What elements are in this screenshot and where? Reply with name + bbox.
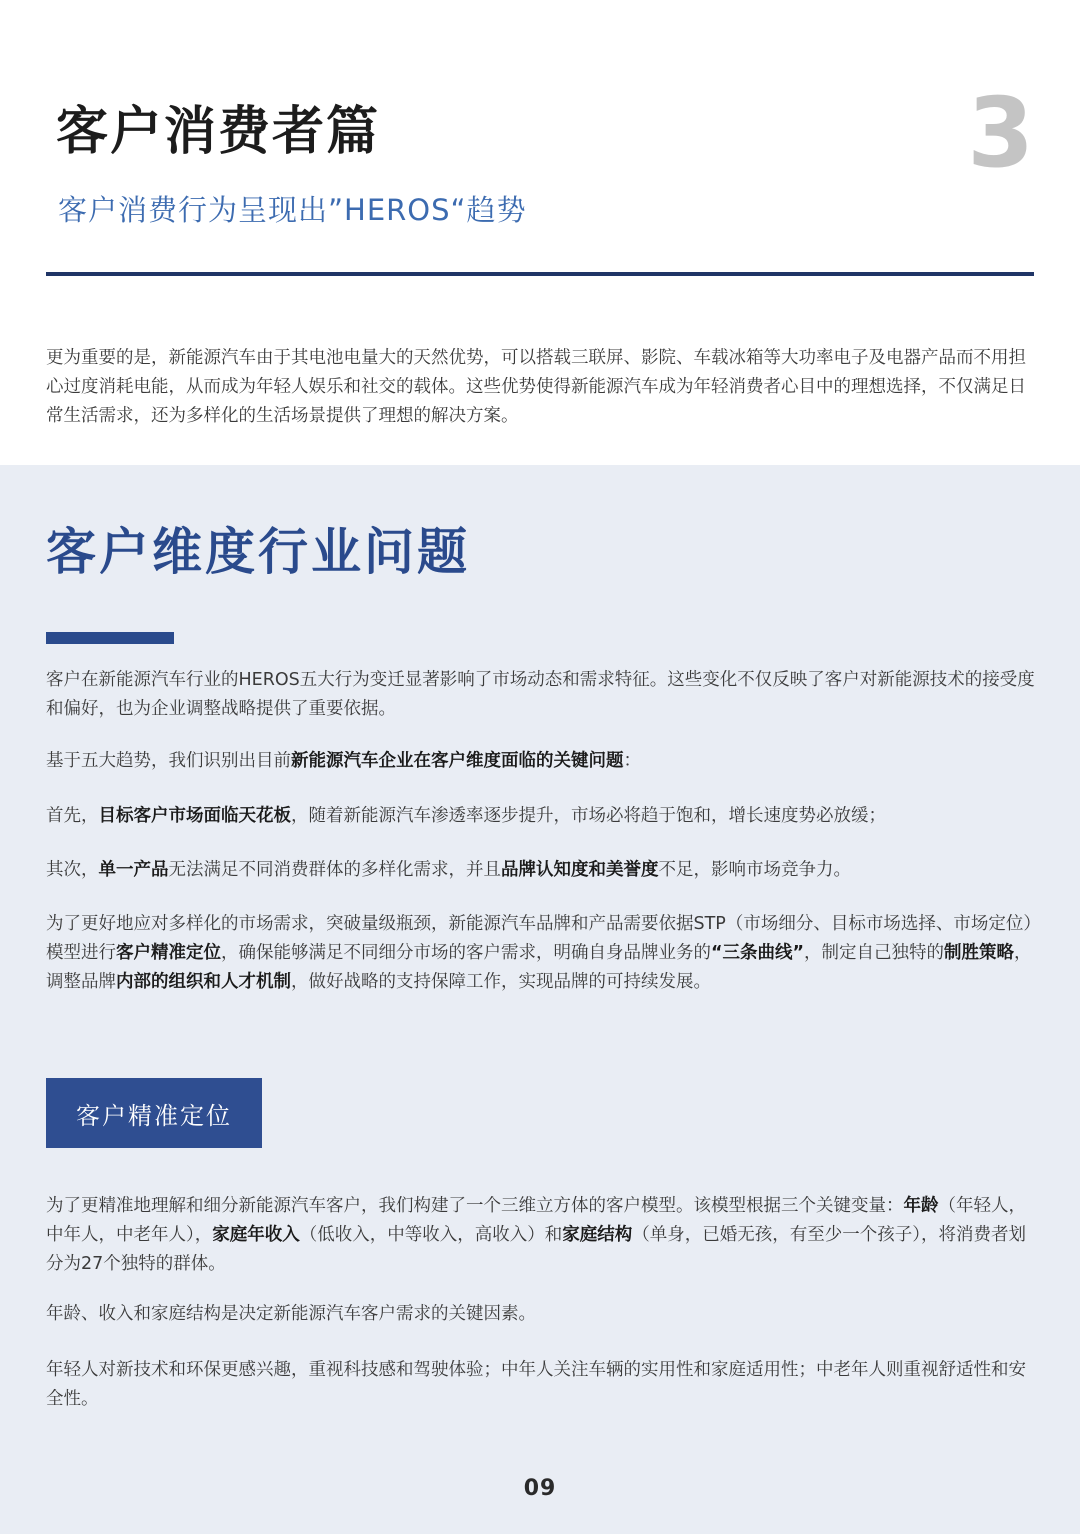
section-accent-bar — [46, 632, 174, 644]
section-paragraph-4: 其次，单一产品无法满足不同消费群体的多样化需求，并且品牌认知度和美誉度不足，影响市场竞争力。 — [46, 860, 851, 880]
subsection-paragraph-2: 年龄、收入和家庭结构是决定新能源汽车客户需求的关键因素。 — [46, 1304, 536, 1324]
page-title: 客户消费者篇 — [56, 102, 381, 162]
page-subtitle: 客户消费行为呈现出”HEROS“趋势 — [58, 193, 527, 227]
section-paragraph-1: 客户在新能源汽车行业的HEROS五大行为变迁显著影响了市场动态和需求特征。这些变化不仅反映了客户对新能源技术的接受度和偏好，也为企业调整战略提供了重要依据。 — [46, 670, 1035, 719]
section-paragraph-2: 基于五大趋势，我们识别出目前新能源汽车企业在客户维度面临的关键问题： — [46, 751, 641, 771]
subsection-paragraph-1: 为了更精准地理解和细分新能源汽车客户，我们构建了一个三维立方体的客户模型。该模型根据三个关键变量：年龄（年轻人，中年人，中老年人），家庭年收入（低收入，中等收入，高收入）和家庭结构（单身，已婚无孩，有至少一个孩子），将消费者划分为27个独特的群体。 — [46, 1196, 1026, 1274]
intro-paragraph: 更为重要的是，新能源汽车由于其电池电量大的天然优势，可以搭载三联屏、影院、车载冰箱等大功率电子及电器产品而不用担心过度消耗电能，从而成为年轻人娱乐和社交的载体。这些优势使得新能源汽车成为年轻消费者心目中的理想选择，不仅满足日常生活需求，还为多样化的生活场景提供了理想的解决方案。 — [46, 348, 1026, 426]
chapter-number: 3 — [967, 77, 1034, 189]
page-number: 09 — [523, 1476, 557, 1501]
header-divider — [46, 272, 1034, 276]
subsection-tag: 客户精准定位 — [46, 1078, 262, 1148]
section-paragraph-3: 首先，目标客户市场面临天花板，随着新能源汽车渗透率逐步提升，市场必将趋于饱和，增长速度势必放缓； — [46, 806, 886, 826]
section-paragraph-5: 为了更好地应对多样化的市场需求，突破量级瓶颈，新能源汽车品牌和产品需要依据STP（市场细分、目标市场选择、市场定位）模型进行客户精准定位，确保能够满足不同细分市场的客户需求，明确自身品牌业务的“三条曲线”，制定自己独特的制胜策略，调整品牌内部的组织和人才机制，做好战略的支持保障工作，实现品牌的可持续发展。 — [46, 914, 1033, 992]
section-title: 客户维度行业问题 — [46, 523, 470, 581]
subsection-paragraph-3: 年轻人对新技术和环保更感兴趣，重视科技感和驾驶体验；中年人关注车辆的实用性和家庭适用性；中老年人则重视舒适性和安全性。 — [46, 1360, 1026, 1409]
